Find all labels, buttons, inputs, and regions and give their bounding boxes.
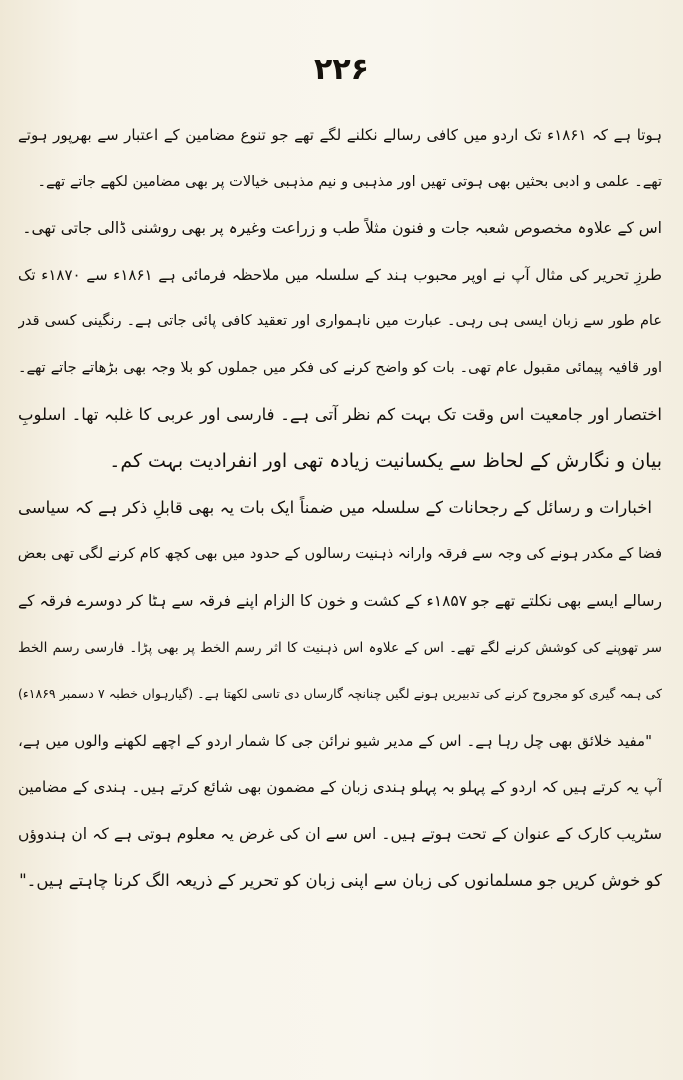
page-text-body — [18, 112, 662, 904]
text-line: اخبارات و رسائل کے رجحانات کے سلسلہ میں ضمناً ایک بات یہ بھی قابلِ ذکر ہے کہ سیاسی — [18, 497, 652, 517]
text-line: سر تھوپنے کی کوشش کرنے لگے تھے۔ اس کے علاوہ اس ذہنیت کا اثر رسم الخط پر بھی پڑا۔ فارسی رسم الخط — [18, 639, 662, 656]
text-line: کو خوش کریں جو مسلمانوں کی زبان سے اپنی زبان کو تحریر کے ذریعہ الگ کرنا چاہتے ہیں۔" — [19, 870, 662, 890]
text-line: اختصار اور جامعیت اس وقت تک بہت کم نظر آتی ہے۔ فارسی اور عربی کا غلبہ تھا۔ اسلوبِ — [18, 404, 662, 424]
text-line: آپ یہ کرتے ہیں کہ اردو کے پہلو بہ پہلو ہندی زبان کے مضمون بھی شائع کرتے ہیں۔ ہندی کے مضامین — [18, 778, 662, 797]
text-line: کی ہمہ گیری کو مجروح کرنے کی تدبیریں ہونے لگیں چنانچہ گارساں دی تاسی لکھتا ہے۔ (گیارہواں خطبہ ۷ دسمبر ۱۸۶۹ء) — [18, 686, 662, 702]
text-line: تھے۔ علمی و ادبی بحثیں بھی ہوتی تھیں اور مذہبی و نیم مذہبی خیالات پر بھی مضامین لکھے جاتے تھے۔ — [37, 173, 662, 190]
text-line: طرزِ تحریر کی مثال آپ نے اوپر محبوب ہند کے سلسلہ میں ملاحظہ فرمائی ہے ۱۸۶۱ء سے ۱۸۷۰ء تک — [18, 265, 662, 284]
text-line: ہوتا ہے کہ ۱۸۶۱ء تک اردو میں کافی رسالے نکلنے لگے تھے جو تنوع مضامین کے اعتبار سے بھرپور ہوتے — [18, 126, 662, 144]
text-line: بیان و نگارش کے لحاظ سے یکسانیت زیادہ تھی اور انفرادیت بہت کم۔ — [109, 450, 662, 473]
text-line: رسالے ایسے بھی نکلتے تھے جو ۱۸۵۷ء کے کشت و خون کا الزام اپنے فرقہ سے ہٹا کر دوسرے فرقہ کے — [18, 591, 662, 610]
text-line: فضا کے مکدر ہونے کی وجہ سے فرقہ وارانہ ذہنیت رسالوں کے حدود میں بھی کچھ کام کرنے لگی تھی بعض — [18, 546, 662, 563]
text-line: عام طور سے زبان ایسی ہی رہی۔ عبارت میں ناہمواری اور تعقید کافی پائی جاتی ہے۔ رنگینی کسی قدر — [18, 313, 662, 330]
text-line: اور قافیہ پیمائی مقبول عام تھی۔ بات کو واضح کرنے کی فکر میں جملوں کو بلا وجہ بھی بڑھاتے جاتے تھے۔ — [18, 359, 662, 376]
page-number: ۲۲۶ — [314, 52, 369, 87]
text-line: "مفید خلائق بھی چل رہا ہے۔ اس کے مدیر شیو نرائن جی کا شمار اردو کے اچھے لکھنے والوں میں ہے، — [18, 731, 652, 750]
text-line: سٹریب کارک کے عنوان کے تحت ہوتے ہیں۔ اس سے ان کی غرض یہ معلوم ہوتی ہے کہ ان ہندوؤں — [18, 824, 662, 843]
text-line: اس کے علاوہ مخصوص شعبہ جات و فنون مثلاً طب و زراعت وغیرہ پر بھی روشنی ڈالی جاتی تھی۔ — [22, 219, 662, 238]
